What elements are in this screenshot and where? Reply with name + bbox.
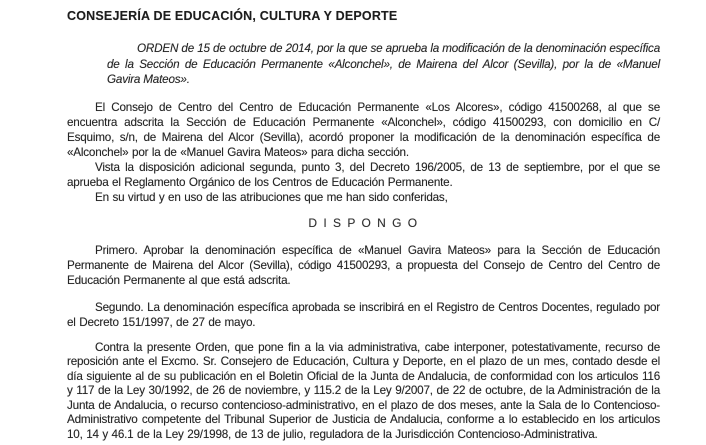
resolution-paragraph-recursos: Contra la presente Orden, que pone fin a la via administrativa, cabe interponer, potestativamente, recurso de reposición ante el Excmo. Sr. Consejero de Educación, Cultura y Deporte, en el plazo de un mes, contado desde el día siguiente al de su publicación en el Boletin Oficial de la Junta de Andalucia, de conformidad con los articulos 116 y 117 de la Ley 30/1992, de 26 de noviembre, y 115.2 de la Ley 9/2007, de 22 de octubre, de la Administración de la Junta de Andalucia, o recurso contencioso-administrativo, en el plazo de dos meses, ante la Sala de lo Contencioso-Administrativo competente del Tribunal Superior de Justicia de Andalucia, conforme a lo establecido en los articulos 10, 14 y 46.1 de la Ley 29/1998, de 13 de julio, reguladora de la Jurisdicción Contencioso-Administrativa.: [67, 340, 660, 442]
resolution-paragraph-primero: Primero. Aprobar la denominación específica de «Manuel Gavira Mateos» para la Sección de Educación Permanente de Mairena del Alcor (Sevilla), código 41500293, a propuesta del Consejo de Centro del Centro de Educación Permanente al que está adscrita.: [67, 243, 660, 287]
preamble-paragraph: En su virtud y en uso de las atribuciones que me han sido conferidas,: [95, 190, 448, 204]
dispongo-heading: D I S P O N G O: [308, 215, 419, 230]
resolution-section: [67, 243, 660, 443]
preamble-paragraph: El Consejo de Centro del Centro de Educación Permanente «Los Alcores», código 41500268, al que se encuentra adscrita la Sección de Educación Permanente «Alconchel», código 41500293, con domicilio en C/ Esquimo, s/n, de Mairena del Alcor (Sevilla), acordó proponer la modificación de la denominación específica de «Alconchel» por la de «Manuel Gavira Mateos» para dicha sección.: [67, 100, 660, 159]
order-abstract: ORDEN de 15 de octubre de 2014, por la que se aprueba la modificación de la denominación específica de la Sección de Educación Permanente «Alconchel», de Mairena del Alcor (Sevilla), por la de «Manuel Gavira Mateos».: [107, 42, 660, 86]
preamble-paragraph: Vista la disposición adicional segunda, punto 3, del Decreto 196/2005, de 13 de septiembre, por el que se aprueba el Reglamento Orgánico de los Centros de Educación Permanente.: [67, 160, 660, 189]
resolution-paragraph-segundo: Segundo. La denominación específica aprobada se inscribirá en el Registro de Centros Docentes, regulado por el Decreto 151/1997, de 27 de mayo.: [67, 300, 660, 329]
preamble-section: [67, 100, 660, 205]
department-heading: CONSEJERÍA DE EDUCACIÓN, CULTURA Y DEPORTE: [67, 9, 398, 23]
